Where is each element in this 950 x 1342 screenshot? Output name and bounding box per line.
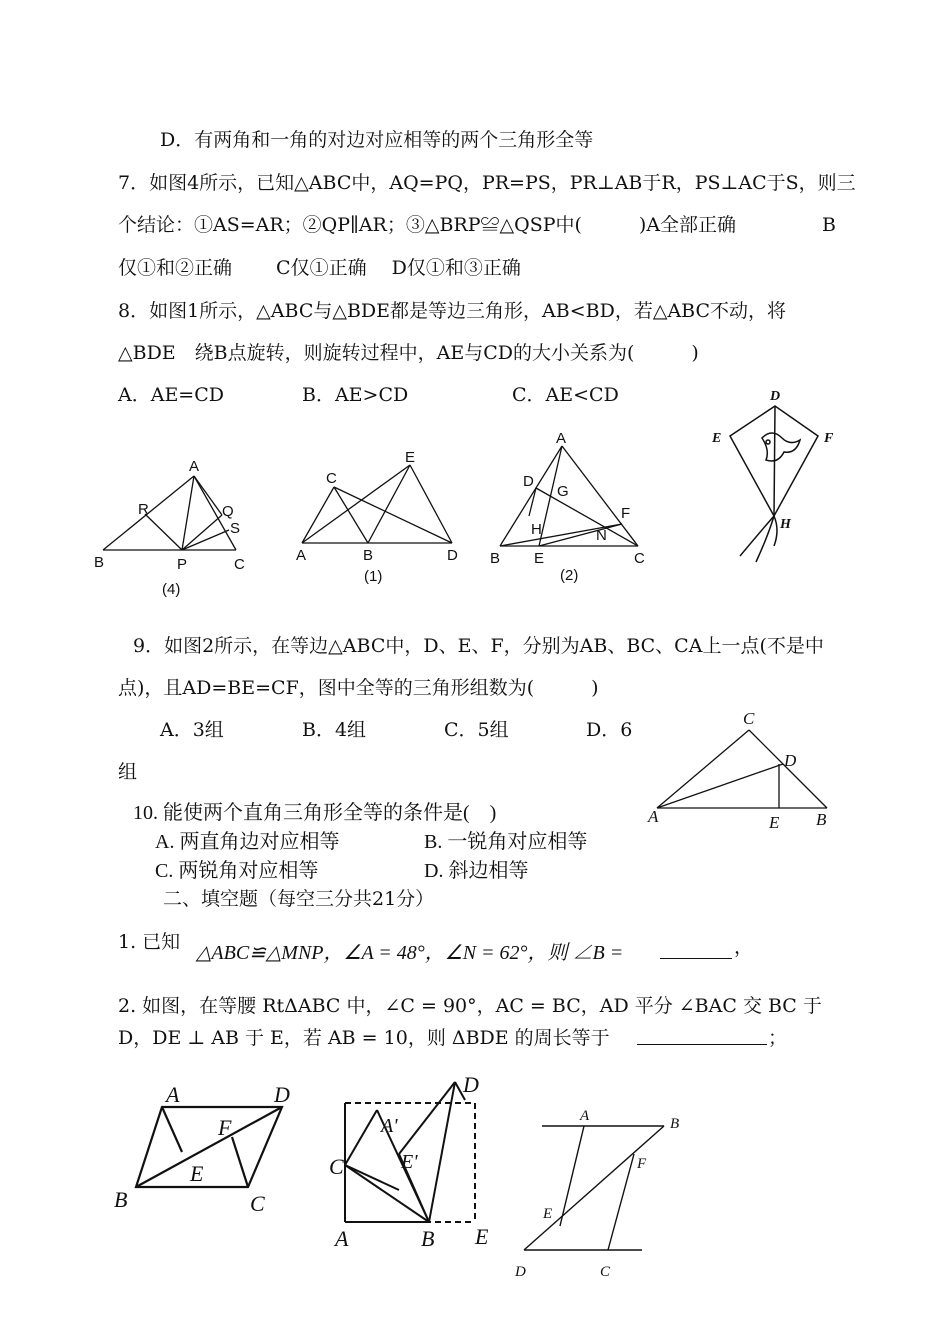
fig1-label-d: D: [447, 547, 458, 564]
question-9-option-d-cont: 组: [118, 761, 138, 783]
question-9-option-d: D．6: [586, 719, 633, 741]
tri-label-e: E: [769, 813, 780, 831]
fill-2-blank[interactable]: [637, 1024, 767, 1045]
section-fill-in-title: 二、填空题（每空三分共21分）: [163, 888, 435, 910]
fill-1-suffix: ，: [734, 936, 754, 958]
fig2-label-n: N: [596, 527, 607, 544]
fig2-label-f: F: [621, 505, 631, 522]
tri-label-d: D: [784, 751, 797, 770]
fill-2-line2: D，DE ⊥ AB 于 E，若 AB = 10，则 ΔBDE 的周长等于: [118, 1027, 610, 1049]
question-8-line1: 8．如图1所示，△ABC与△BDE都是等边三角形，AB<BD，若△ABC不动，将: [118, 300, 787, 322]
fig4-caption: (4): [162, 581, 181, 598]
kite-label-d: D: [770, 389, 781, 404]
question-10: 10. 能使两个直角三角形全等的条件是( ): [133, 802, 497, 824]
fig2-label-h: H: [531, 521, 542, 538]
parallel-lines-figure: [512, 1100, 697, 1285]
question-8-option-c: C．AE<CD: [512, 384, 619, 406]
fold-label-e-prime: E': [401, 1151, 418, 1173]
kite-label-f: F: [824, 431, 834, 446]
fig4-label-r: R: [138, 501, 149, 518]
fold-label-d: D: [463, 1072, 479, 1097]
para1-label-f: F: [218, 1115, 232, 1140]
question-9-option-c: C．5组: [444, 719, 509, 741]
fill-1-expression: △ABC≌△MNP，∠A = 48°，∠N = 62°，则 ∠B =: [196, 942, 624, 964]
fig4-label-s: S: [230, 520, 241, 537]
fig2-label-e: E: [534, 550, 545, 567]
fig4-label-q: Q: [222, 503, 234, 520]
tri-label-c: C: [743, 709, 755, 728]
fold-label-b: B: [421, 1226, 435, 1250]
fold-label-a-prime: A': [381, 1115, 398, 1137]
figure-2: [484, 428, 654, 588]
fig1-label-c: C: [326, 470, 337, 487]
fold-label-e: E: [475, 1224, 489, 1249]
tri-label-a: A: [648, 807, 659, 826]
question-8-option-a: A．AE=CD: [118, 384, 225, 406]
tri-label-b: B: [816, 810, 827, 829]
fig2-caption: (2): [560, 567, 579, 584]
fig2-label-a: A: [556, 430, 567, 447]
fill-1-prefix: 1. 已知: [118, 931, 181, 953]
para1-label-a: A: [166, 1082, 180, 1107]
para2-label-b: B: [670, 1116, 680, 1132]
para2-label-a: A: [580, 1108, 590, 1124]
fig2-label-b: B: [490, 550, 501, 567]
kite-label-h: H: [780, 517, 791, 532]
parallelogram-figure: [110, 1075, 300, 1225]
para2-label-e: E: [543, 1206, 553, 1222]
fig1-label-b: B: [363, 547, 374, 564]
question-7-line2: 个结论：①AS=AR；②QP∥AR；③△BRP≌△QSP中( )A全部正确: [118, 214, 737, 236]
question-9-option-b: B．4组: [302, 719, 367, 741]
fill-2-line1: 2. 如图，在等腰 RtΔABC 中，∠C = 90°，AC = BC，AD 平分 ∠BAC 交 BC 于: [118, 995, 822, 1017]
fig2-label-g: G: [557, 483, 569, 500]
fig2-label-d: D: [523, 473, 534, 490]
para1-label-b: B: [114, 1187, 128, 1212]
fig4-label-b: B: [94, 554, 105, 571]
question-7-option-b: B: [822, 214, 836, 236]
kite-label-e: E: [712, 431, 722, 446]
folding-figure: [325, 1070, 500, 1250]
fig4-label-p: P: [177, 556, 188, 573]
para1-label-e: E: [190, 1161, 204, 1186]
fill-2-suffix: ；: [768, 1027, 788, 1049]
para1-label-c: C: [250, 1191, 265, 1216]
question-7-line3: 仅①和②正确 C仅①正确 D仅①和③正确: [118, 257, 521, 279]
fig1-caption: (1): [364, 568, 383, 585]
triangle-figure: [645, 706, 845, 831]
question-10-option-b: B. 一锐角对应相等: [424, 831, 588, 853]
para2-label-f: F: [637, 1156, 647, 1172]
question-9-option-a: A．3组: [160, 719, 224, 741]
question-9-line1: 9．如图2所示，在等边△ABC中，D、E、F，分别为AB、BC、CA上一点(不是中: [133, 635, 824, 657]
fig4-label-c: C: [234, 556, 245, 573]
question-9-line2: 点)，且AD=BE=CF，图中全等的三角形组数为( ): [118, 677, 599, 699]
question-8-line2: △BDE 绕B点旋转，则旋转过程中，AE与CD的大小关系为( ): [118, 342, 699, 364]
fig1-label-e: E: [405, 449, 416, 466]
question-10-option-c: C. 两锐角对应相等: [155, 860, 319, 882]
fold-label-c: C: [329, 1154, 344, 1179]
fill-1-blank[interactable]: [660, 938, 732, 959]
question-8-option-b: B．AE>CD: [302, 384, 409, 406]
fig4-label-a: A: [189, 458, 200, 475]
para1-label-d: D: [274, 1082, 290, 1107]
question-7-line1: 7．如图4所示，已知△ABC中，AQ=PQ，PR=PS，PR⊥AB于R，PS⊥AC于S，则三: [118, 172, 856, 194]
para2-label-d: D: [515, 1264, 526, 1280]
fold-label-a: A: [335, 1226, 349, 1250]
fig1-label-a: A: [296, 547, 307, 564]
kite-figure: [700, 384, 840, 564]
figure-1: [290, 445, 465, 585]
figure-4: [88, 452, 258, 602]
question-10-option-a: A. 两直角边对应相等: [155, 831, 340, 853]
para2-label-c: C: [600, 1264, 611, 1280]
fig2-label-c: C: [634, 550, 645, 567]
option-d-line: D．有两角和一角的对边对应相等的两个三角形全等: [160, 129, 594, 151]
question-10-option-d: D. 斜边相等: [424, 860, 529, 882]
